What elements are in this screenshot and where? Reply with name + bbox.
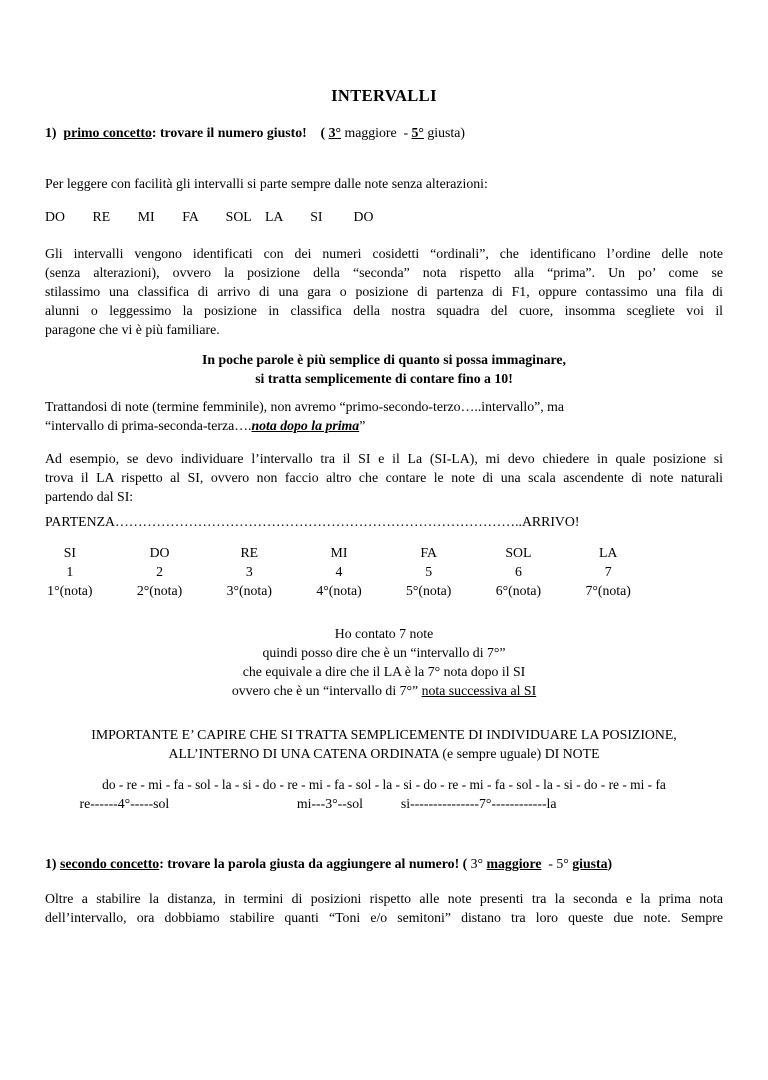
importante-line: ALL’INTERNO DI UNA CATENA ORDINATA (e sempre uguale) DI NOTE (168, 746, 600, 761)
ad-esempio-paragraph (45, 449, 723, 506)
table-cell-note: MI (330, 545, 348, 560)
paragraph-line: stilassimo una classifica di arrivo di una gara o posizione di partenza di F1, oppure contassimo una fila di (45, 284, 723, 299)
contato-line (45, 681, 723, 700)
text-segment: nota dopo la prima (251, 418, 360, 433)
table-cell-note: SOL (505, 545, 532, 560)
motto-line: si tratta semplicemente di contare fino a 10! (255, 371, 513, 386)
paragraph-line: (senza alterazioni), ovvero la posizione della “seconda” nota rispetto alla “prima”. Un po’ come se (45, 265, 723, 280)
paragraph-line: Trattandosi di note (termine femminile), non avremo “primo-secondo-terzo…..intervallo”, ma (45, 399, 565, 414)
text-segment: 1) (45, 856, 60, 871)
text-segment: : trovare la parola giusta da aggiungere al numero! ( (159, 856, 471, 871)
table-cell-note: DO (149, 545, 170, 560)
importante-line: IMPORTANTE E’ CAPIRE CHE SI TRATTA SEMPLICEMENTE DI INDIVIDUARE LA POSIZIONE, (91, 727, 677, 742)
paragraph-line: Oltre a stabilire la distanza, in termini di posizioni rispetto alle note presenti tra la seconda e la prima nota (45, 891, 723, 906)
text-segment: 1) (45, 125, 64, 140)
intro-paragraph: Per leggere con facilità gli intervalli si parte sempre dalle note senza alterazioni: (45, 176, 488, 191)
concept2-heading (45, 854, 723, 873)
scale-note-line: DO RE MI FA SOL LA SI DO (45, 209, 374, 224)
text-segment: giusta (572, 856, 608, 871)
text-segment: primo concetto (63, 125, 152, 140)
concept1-heading (45, 123, 723, 142)
text-segment: “intervallo di prima-seconda-terza…. (45, 418, 252, 433)
text-segment: 5° (411, 125, 424, 140)
paragraph-line: trova il LA rispetto al SI, ovvero non faccio altro che contare le note di una scala ascendente di note naturali (45, 470, 723, 485)
chain-intervals-line: re------4°-----sol mi---3°--sol si---------------7°------------la (45, 796, 557, 811)
importante-block (45, 725, 723, 763)
table-cell-ordinal: 1°(nota) (47, 583, 93, 598)
table-cell-note: SI (63, 545, 76, 560)
note-position-table (25, 543, 653, 600)
document-page (0, 86, 768, 927)
paragraph-line: paragone che vi è più familiare. (45, 322, 220, 337)
table-cell-ordinal: 2°(nota) (136, 583, 183, 598)
text-segment: maggiore - (341, 125, 412, 140)
table-cell-ordinal: 6°(nota) (495, 583, 542, 598)
contato-line: che equivale a dire che il LA è la 7° nota dopo il SI (242, 664, 526, 679)
text-segment: secondo concetto (59, 856, 160, 871)
text-segment: 3° (328, 125, 342, 140)
paragraph-line: dell’intervallo, ora dobbiamo stabilire quanti “Toni e/o semitoni” distano tra loro queste due note. Sempre (45, 910, 723, 925)
paragraph-line: Gli intervalli vengono identificati con dei numeri cosidetti “ordinali”, che identificano l’ordine delle note (45, 246, 723, 261)
note-chain-line: do - re - mi - fa - sol - la - si - do - re - mi - fa - sol - la - si - do - re - mi - fa - sol - la - si - do - re - mi - fa (102, 777, 666, 792)
paragraph-line: alunni o leggessimo la posizione in classifica della nostra squadra del cuore, insomma scegliete voi il (45, 303, 723, 318)
trattandosi-paragraph (45, 397, 723, 435)
ordinali-paragraph (45, 244, 723, 339)
closing-paragraph (45, 889, 723, 927)
table-cell-ordinal: 7°(nota) (585, 583, 631, 598)
table-cell-number: 3 (245, 564, 253, 579)
table-cell-number: 4 (335, 564, 343, 579)
motto-block (45, 350, 723, 388)
table-cell-number: 7 (604, 564, 612, 579)
text-segment: : trovare il numero giusto! ( (151, 125, 329, 140)
contato-line: quindi posso dire che è un “intervallo di 7°” (262, 645, 506, 660)
table-cell-ordinal: 3°(nota) (226, 583, 272, 598)
paragraph-line (45, 416, 723, 435)
text-segment: ” (359, 418, 366, 433)
motto-line: In poche parole è più semplice di quanto si possa immaginare, (201, 352, 566, 367)
text-segment: giusta) (423, 125, 465, 140)
paragraph-line: Ad esempio, se devo individuare l’intervallo tra il SI e il La (SI-LA), mi devo chiedere in quale posizione si (45, 451, 723, 466)
partenza-arrivo-line: PARTENZA……………………………………………………………………………..ARRIVO! (45, 514, 580, 529)
table-cell-number: 6 (514, 564, 522, 579)
contato-line: Ho contato 7 note (334, 626, 434, 641)
table-cell-note: LA (598, 545, 618, 560)
text-segment: ) (607, 856, 613, 871)
text-segment: maggiore (486, 856, 542, 871)
paragraph-line: partendo dal SI: (45, 489, 134, 504)
table-cell-number: 2 (156, 564, 164, 579)
contato-block (45, 624, 723, 700)
table-cell-ordinal: 4°(nota) (316, 583, 362, 598)
text-segment: nota successiva al SI (421, 683, 537, 698)
table-cell-ordinal: 5°(nota) (406, 583, 452, 598)
table-cell-note: FA (420, 545, 438, 560)
text-segment: ovvero che è un “intervallo di 7°” (231, 683, 422, 698)
text-segment: - 5° (541, 856, 573, 871)
table-cell-number: 5 (425, 564, 433, 579)
page-title: INTERVALLI (331, 86, 437, 105)
text-segment: 3° (470, 856, 487, 871)
table-cell-number: 1 (66, 564, 74, 579)
table-cell-note: RE (240, 545, 259, 560)
